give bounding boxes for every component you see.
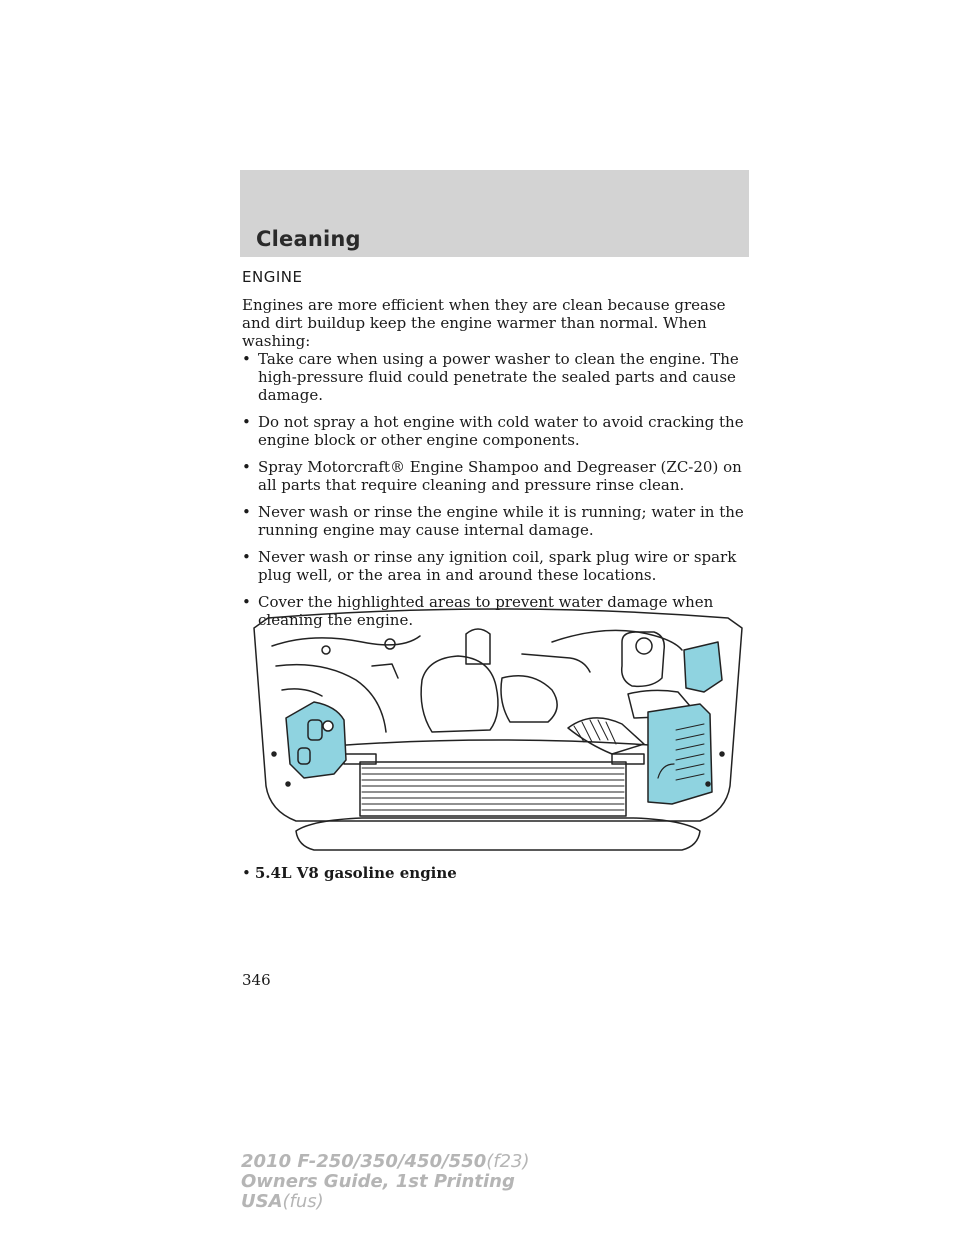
bullet-marker: • (242, 503, 251, 521)
list-item-text: Spray Motorcraft® Engine Shampoo and Degreaser (ZC-20) on all parts that require cleaning and pressure rinse clean. (258, 458, 742, 494)
list-item-text: Do not spray a hot engine with cold water to avoid cracking the engine block or other engine components. (258, 413, 744, 449)
list-item (242, 548, 747, 584)
intake-plenum (421, 656, 498, 732)
bullet-marker: • (242, 864, 251, 882)
cleaning-instructions-list (242, 350, 747, 638)
footer-printing-line: Owners Guide, 1st Printing (241, 1171, 515, 1192)
list-item (242, 350, 747, 404)
figure-caption-text: 5.4L V8 gasoline engine (254, 864, 457, 882)
reservoir-cap (636, 638, 652, 654)
bullet-marker: • (242, 413, 251, 431)
air-duct-ribs (574, 720, 616, 744)
list-item (242, 458, 747, 494)
document-footer (241, 1152, 530, 1212)
footer-model-line: 2010 F-250/350/450/550 (241, 1151, 487, 1172)
air-intake-tube (501, 676, 557, 722)
throttle-body (466, 629, 490, 664)
footer-region-code: (fus) (282, 1191, 324, 1212)
figure-caption (242, 864, 457, 882)
front-bumper (296, 818, 700, 850)
radiator-fins (362, 768, 624, 810)
page-number: 346 (242, 971, 271, 989)
bullet-marker: • (242, 350, 251, 368)
section-heading: ENGINE (242, 268, 303, 286)
footer-model-code: (f23) (486, 1151, 530, 1172)
list-item (242, 503, 747, 539)
hose-clamp (322, 646, 330, 654)
list-item-text: Never wash or rinse any ignition coil, spark plug wire or spark plug well, or the area in and around these locations. (258, 548, 737, 584)
list-item-text: Never wash or rinse the engine while it is running; water in the running engine may cause internal damage. (258, 503, 744, 539)
footer-region-line: USA (241, 1191, 283, 1212)
highlighted-fuse-box (684, 642, 722, 692)
intro-paragraph: Engines are more efficient when they are clean because grease and dirt buildup keep the engine warmer than normal. When washing: (242, 296, 726, 350)
coolant-reservoir (622, 632, 665, 686)
list-item (242, 413, 747, 449)
bullet-marker: • (242, 548, 251, 566)
radiator (360, 762, 626, 816)
engine-compartment-illustration (252, 606, 744, 856)
bullet-marker: • (242, 458, 251, 476)
list-item-text: Cover the highlighted areas to prevent water damage when cleaning the engine. (258, 593, 714, 629)
bullet-marker: • (242, 593, 251, 611)
list-item-text: Take care when using a power washer to clean the engine. The high-pressure fluid could penetrate the sealed parts and cause damage. (258, 350, 739, 404)
wire-harness-left (272, 636, 420, 646)
chapter-title: Cleaning (256, 227, 361, 251)
